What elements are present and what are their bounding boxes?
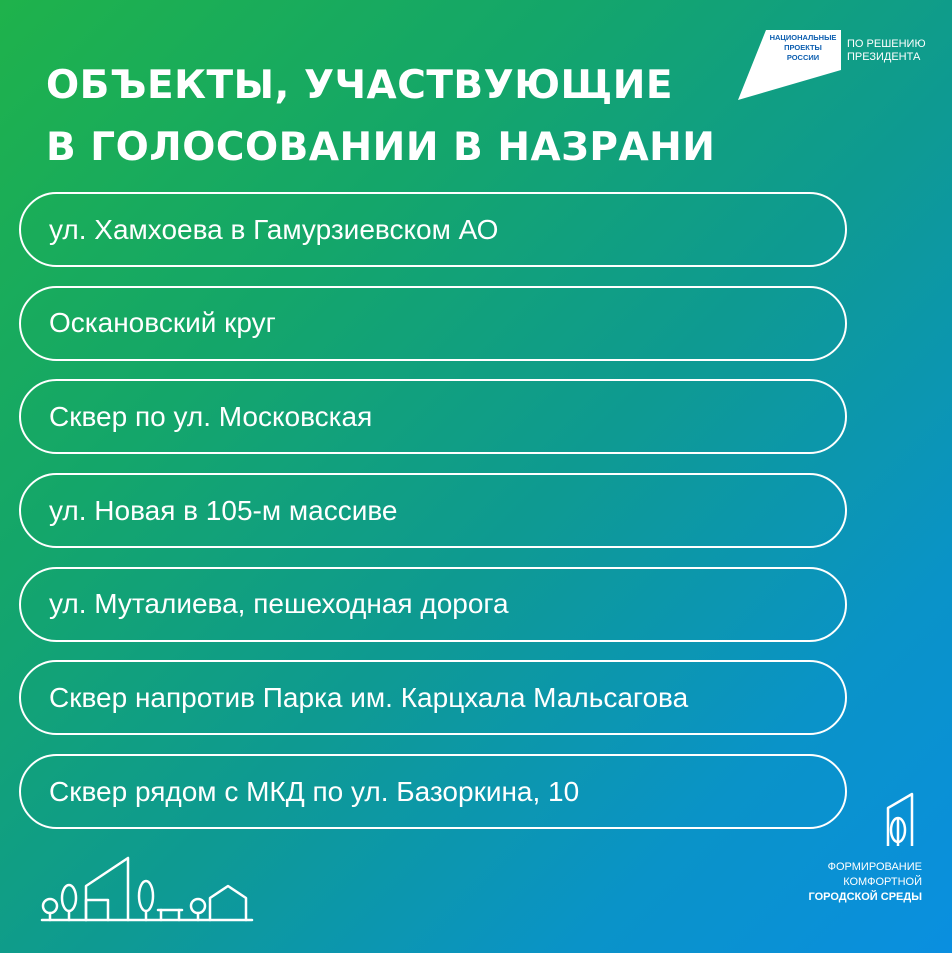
comfortable-environment-text: ФОРМИРОВАНИЕ КОМФОРТНОЙ ГОРОДСКОЙ СРЕДЫ [808, 861, 922, 903]
list-item: Оскановский круг [19, 286, 847, 361]
list-item: ул. Муталиева, пешеходная дорога [19, 567, 847, 642]
building-leaf-icon [880, 790, 920, 850]
national-projects-logo [738, 30, 938, 102]
page-title [46, 55, 715, 179]
objects-list [19, 192, 847, 848]
title-line-2: В ГОЛОСОВАНИИ В НАЗРАНИ [46, 125, 716, 170]
list-item: ул. Хамхоева в Гамурзиевском АО [19, 192, 847, 267]
list-item: Сквер рядом с МКД по ул. Базоркина, 10 [19, 754, 847, 829]
list-item: Сквер напротив Парка им. Карцхала Мальсагова [19, 660, 847, 735]
city-skyline-icon [40, 850, 255, 925]
national-projects-text: НАЦИОНАЛЬНЫЕ ПРОЕКТЫ РОССИИ [769, 33, 837, 62]
list-item: Сквер по ул. Московская [19, 379, 847, 454]
title-line-1: ОБЪЕКТЫ, УЧАСТВУЮЩИЕ [46, 63, 673, 108]
list-item: ул. Новая в 105-м массиве [19, 473, 847, 548]
president-decision-text: ПО РЕШЕНИЮ ПРЕЗИДЕНТА [847, 38, 926, 63]
